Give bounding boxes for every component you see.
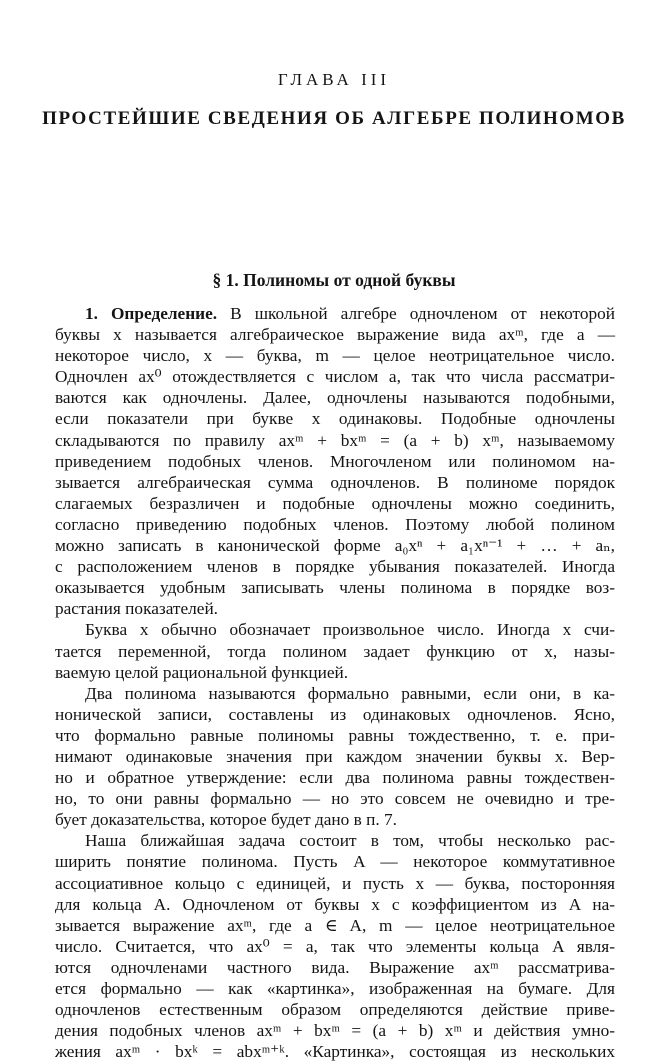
text-line [55,556,615,577]
line-text: ширить понятие полинома. Пусть A — некоторое коммутативное [55,852,615,872]
text-line [55,493,615,514]
text-line [55,577,615,598]
line-text: ется формально — как «картинка», изображенная на бумаге. Для [55,979,615,998]
line-text: но, то они равны формально — но это совсем не очевидно и тре- [55,789,615,809]
text-line [55,324,615,345]
line-text: слагаемых безразличен и подобные одночлены можно соединить, [55,493,615,513]
text-line [55,430,615,451]
line-text: с расположением членов в порядке убывания показателей. Иногда [55,557,615,577]
text-line [55,598,615,619]
text-line [55,514,615,535]
line-text: складываются по правилу axᵐ + bxᵐ = (a + b) xᵐ, называемому [55,430,615,450]
text-line [55,894,615,915]
text-line [55,1020,615,1041]
line-text: если показатели при букве x одинаковы. Подобные одночлены [55,409,615,429]
text-line [55,978,615,999]
line-text: некоторое число, x — буква, m — целое неотрицательное число. [55,346,615,366]
paragraph-heading: 1. Определение. [85,304,218,323]
line-text: Одночлен ax⁰ отождествляется с числом a, так что числа рассматри- [55,367,615,387]
text-line [55,303,615,324]
text-line [55,472,615,493]
line-text: жения axᵐ · bxᵏ = abxᵐ⁺ᵏ. «Картинка», состоящая из нескольких [55,1042,615,1062]
line-text: ваемую целой рациональной функцией. [55,662,349,682]
section-title: § 1. Полиномы от одной буквы [212,270,456,290]
line-text: буквы x называется алгебраическое выражение вида axᵐ, где a — [55,325,615,345]
line-text: ются одночленами частного вида. Выражение axᵐ рассматрива- [55,957,615,977]
text-line [55,851,615,872]
text-line [55,746,615,767]
line-text: оказывается удобным записывать члены полинома в порядке воз- [55,578,615,598]
text-line [55,704,615,725]
text-line [55,641,615,662]
text-line [55,387,615,408]
line-text: тается переменной, тогда полином задает функцию от x, назы- [55,641,615,661]
text-line [55,1041,615,1062]
text-line [55,535,615,556]
text-line [55,662,615,683]
line-text: согласно приведению подобных членов. Поэтому любой полином [55,514,615,534]
line-text: Буква x обычно обозначает произвольное число. Иногда x счи- [85,620,615,640]
line-text: одночленов естественным образом определяются действие приве- [55,1000,615,1020]
text-line [55,619,615,640]
line-text: нонической записи, составлены из одинаковых одночленов. Ясно, [55,704,615,724]
text-line [55,683,615,704]
line-text: Наша ближайшая задача состоит в том, чтобы несколько рас- [85,831,615,851]
text-line [55,767,615,788]
text-line [55,408,615,429]
text-line [55,936,615,957]
text-line [55,830,615,851]
line-text: бует доказательства, которое будет дано в п. 7. [55,810,397,830]
line-text: число. Считается, что ax⁰ = a, так что элементы кольца A явля- [55,936,615,956]
line-text: но и обратное утверждение: если два полинома равны тождествен- [55,768,615,788]
text-line [55,915,615,936]
line-text: приведением подобных членов. Многочленом или полиномом на- [55,451,615,471]
line-text: можно записать в канонической форме a₀xⁿ + a₁xⁿ⁻¹ + … + aₙ, [55,536,615,556]
text-line [55,725,615,746]
line-text: Два полинома называются формально равными, если они, в ка- [85,683,615,703]
body-text [55,303,615,1062]
line-text: для кольца A. Одночленом от буквы x с коэффициентом из A на- [55,894,615,914]
text-line [55,873,615,894]
line-text: ассоциативное кольцо с единицей, и пусть x — буква, посторонняя [55,873,615,893]
line-text: что формально равные полиномы равны тождественно, т. е. при- [55,725,615,745]
text-line [55,366,615,387]
text-line [55,999,615,1020]
text-line [55,451,615,472]
text-line [55,345,615,366]
line-text: В школьной алгебре одночленом от некоторой [217,304,615,323]
chapter-title: ПРОСТЕЙШИЕ СВЕДЕНИЯ ОБ АЛГЕБРЕ ПОЛИНОМОВ [42,108,626,129]
line-text: зывается выражение axᵐ, где a ∈ A, m — целое неотрицательное [55,915,615,935]
line-text: растания показателей. [55,599,219,619]
chapter-label: ГЛАВА III [277,70,391,89]
text-line [55,809,615,830]
line-text: дения подобных членов axᵐ + bxᵐ = (a + b) xᵐ и действия умно- [55,1021,615,1041]
line-text: ваются как одночлены. Далее, одночлены называются подобными, [55,388,615,408]
line-text: зывается алгебраическая сумма одночленов. В полиноме порядок [55,472,615,492]
text-line [55,957,615,978]
text-line [55,788,615,809]
line-text: нимают одинаковые значения при каждом значении буквы x. Вер- [55,746,615,766]
